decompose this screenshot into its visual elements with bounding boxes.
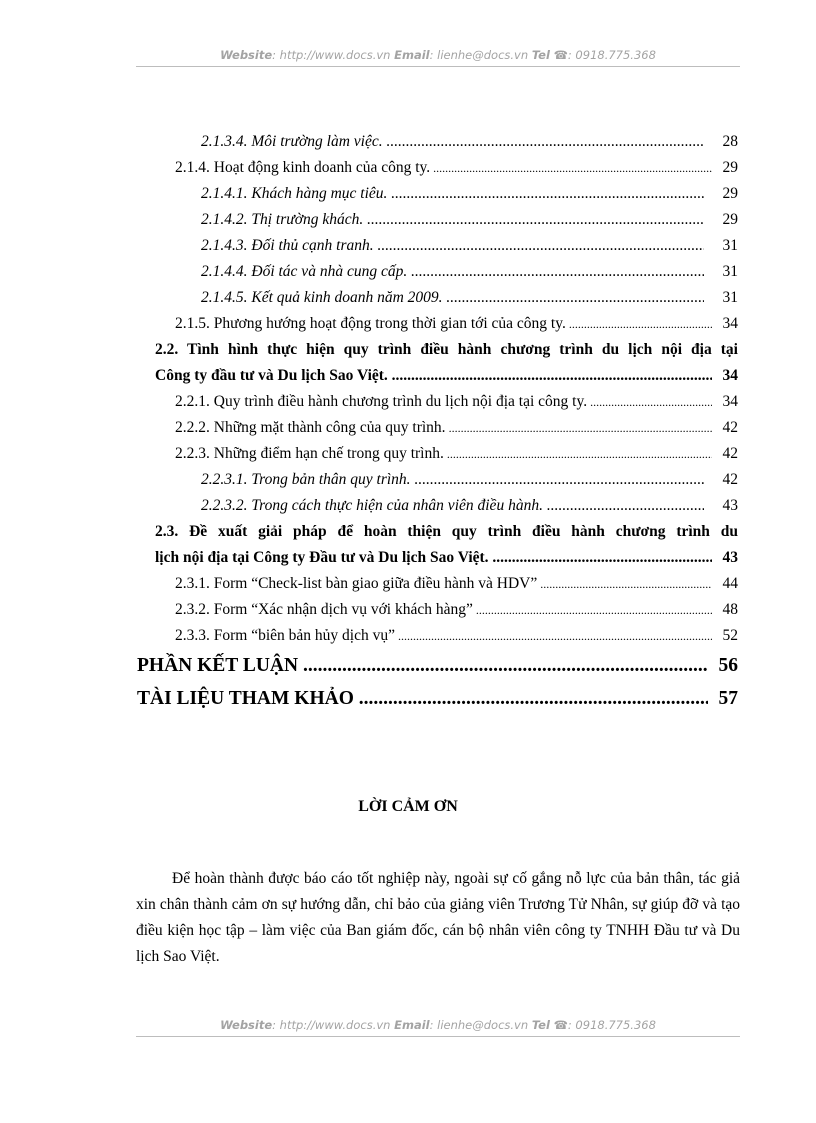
toc-entry: 2.3.2. Form “Xác nhận dịch vụ với khách hàng” ..... 48 xyxy=(0,597,816,623)
toc-entry: 2.3.1. Form “Check-list bàn giao giữa điều hành và HDV” ..... 44 xyxy=(0,571,816,597)
header-divider xyxy=(136,66,740,67)
toc-entry: 2.1.3.4. Môi trường làm việc. ..... 28 xyxy=(0,129,816,155)
header-tel-label: Tel xyxy=(531,48,550,62)
toc-entry: 2.3.3. Form “biên bản hủy dịch vụ” ..... 52 xyxy=(0,623,816,649)
footer-email-label: Email xyxy=(394,1018,430,1032)
toc-entry: 2.1.4. Hoạt động kinh doanh của công ty. ..... 29 xyxy=(0,155,816,181)
toc-section-entry: 2.3. Đề xuất giải pháp để hoàn thiện quy trình điều hành chương trình du lịch nội địa tại Công ty Đầu tư và Du lịch Sao Việt. ..... 43 xyxy=(0,519,816,571)
toc-section-entry: 2.2. Tình hình thực hiện quy trình điều hành chương trình du lịch nội địa tại Công ty đầu tư và Du lịch Sao Việt. ..... 34 xyxy=(0,337,816,389)
footer-email-value: : lienhe@docs.vn xyxy=(429,1018,529,1032)
toc-entry: 2.2.3.1. Trong bản thân quy trình. ..... 42 xyxy=(0,467,816,493)
toc-entry: 2.1.4.3. Đối thủ cạnh tranh. ..... 31 xyxy=(0,233,816,259)
page-header xyxy=(136,48,740,62)
header-email-value: : lienhe@docs.vn xyxy=(429,48,529,62)
toc-entry: 2.2.3.2. Trong cách thực hiện của nhân viên điều hành. ..... 43 xyxy=(0,493,816,519)
footer-website-label: Website xyxy=(220,1018,273,1032)
header-website-label: Website xyxy=(220,48,273,62)
page-footer xyxy=(136,1018,740,1032)
footer-tel-value: : 0918.775.368 xyxy=(567,1018,656,1032)
toc-entry: 2.1.4.2. Thị trường khách. ..... 29 xyxy=(0,207,816,233)
toc-entry: 2.1.4.5. Kết quả kinh doanh năm 2009. ..... 31 xyxy=(0,285,816,311)
toc-part-entry: TÀI LIỆU THAM KHẢO ..... 57 xyxy=(0,682,816,715)
table-of-contents xyxy=(0,129,816,715)
toc-part-entry: PHẦN KẾT LUẬN ..... 56 xyxy=(0,649,816,682)
toc-entry: 2.1.4.4. Đối tác và nhà cung cấp. ..... 31 xyxy=(0,259,816,285)
toc-entry: 2.2.3. Những điểm hạn chế trong quy trình. ..... 42 xyxy=(0,441,816,467)
footer-tel-label: Tel xyxy=(531,1018,550,1032)
header-website-value: : http://www.docs.vn xyxy=(272,48,391,62)
toc-entry: 2.2.2. Những mặt thành công của quy trình. ..... 42 xyxy=(0,415,816,441)
phone-icon: ☎ xyxy=(553,48,568,62)
toc-entry: 2.1.5. Phương hướng hoạt động trong thời gian tới của công ty. ..... 34 xyxy=(0,311,816,337)
acknowledgement-paragraph: Để hoàn thành được báo cáo tốt nghiệp này, ngoài sự cố gắng nỗ lực của bản thân, tác giả xin chân thành cảm ơn sự hướng dẫn, chỉ bảo của giảng viên Trương Tử Nhân, sự giúp đỡ và tạo điều kiện học tập – làm việc của Ban giám đốc, cán bộ nhân viên công ty TNHH Đầu tư và Du lịch Sao Việt. xyxy=(136,870,740,965)
acknowledgement-title: LỜI CẢM ƠN xyxy=(358,798,458,815)
phone-icon: ☎ xyxy=(553,1018,568,1032)
header-email-label: Email xyxy=(394,48,430,62)
footer-divider xyxy=(136,1036,740,1037)
footer-website-value: : http://www.docs.vn xyxy=(272,1018,391,1032)
toc-entry: 2.2.1. Quy trình điều hành chương trình du lịch nội địa tại công ty. ..... 34 xyxy=(0,389,816,415)
header-tel-value: : 0918.775.368 xyxy=(567,48,656,62)
toc-entry: 2.1.4.1. Khách hàng mục tiêu. ..... 29 xyxy=(0,181,816,207)
